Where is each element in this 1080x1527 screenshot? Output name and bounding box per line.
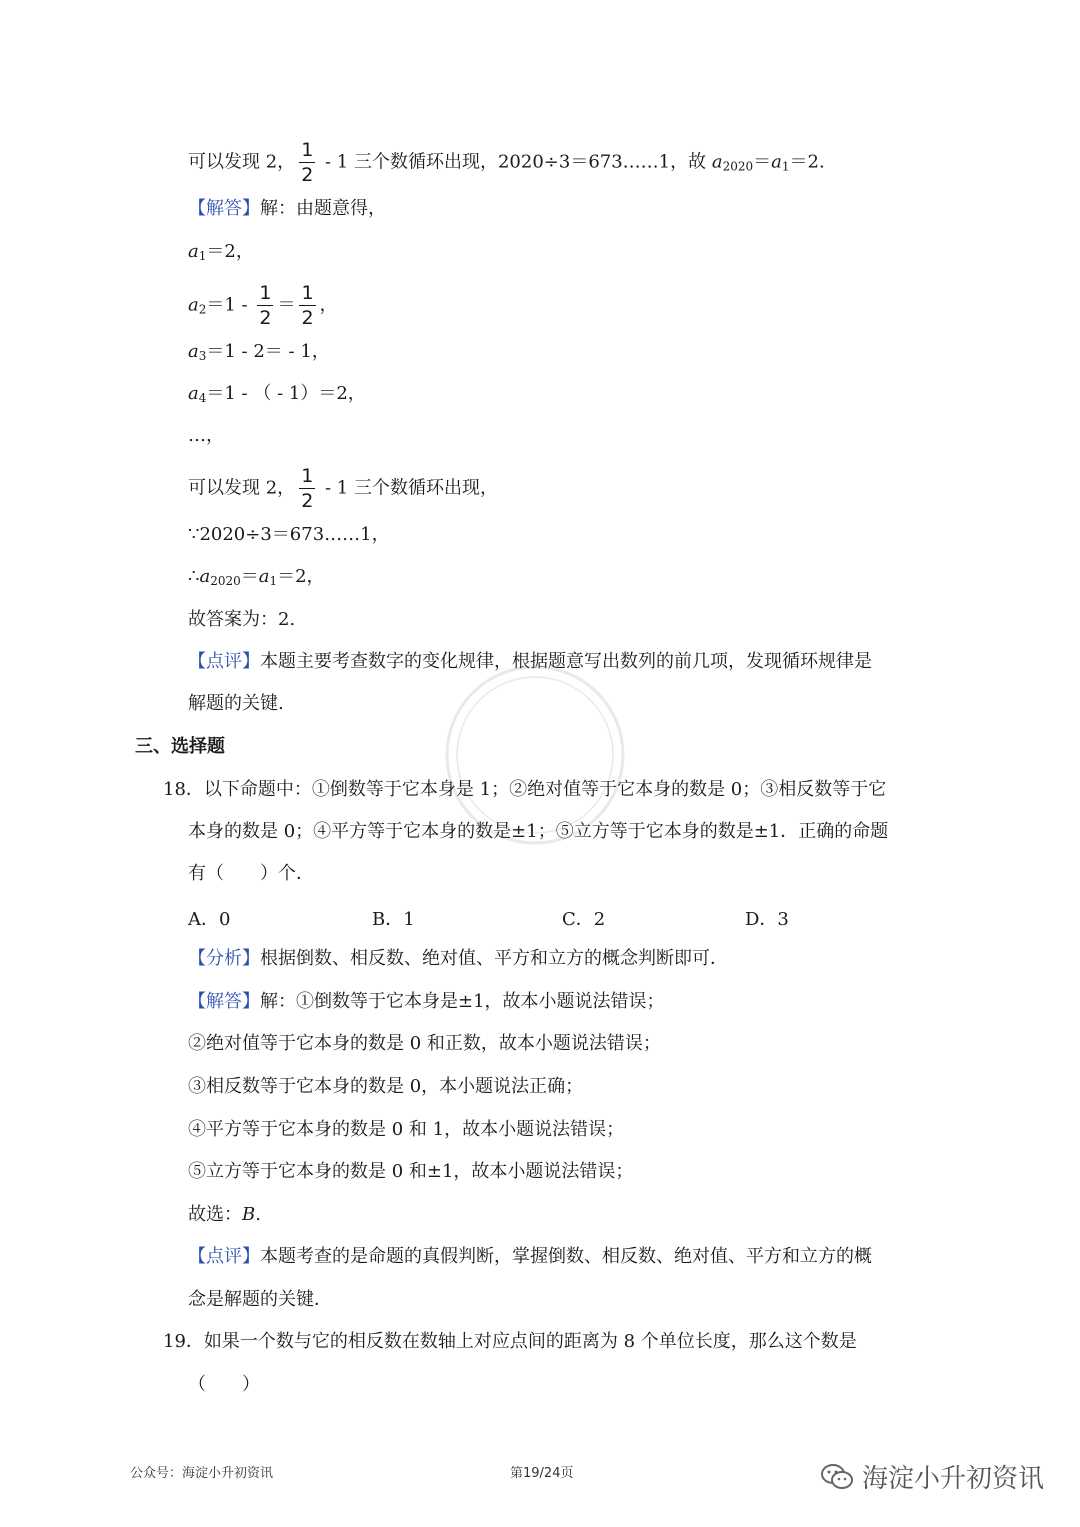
answer-line: 故答案为：2. [188,609,296,630]
footer-page-number: 第19/24页 [510,1466,574,1481]
fraction-half: $\frac{1}{2}$ [301,465,314,512]
watermark-seal [440,660,630,850]
comment-1-cont: 解题的关键. [188,693,284,714]
question-18-line2: 本身的数是 0；④平方等于它本身的数是±1；⑤立方等于它本身的数是±1．正确的命题 [188,821,889,842]
statement-5: ⑤立方等于它本身的数是 0 和±1，故本小题说法错误； [188,1161,634,1182]
text: 可以发现 2， [188,151,296,173]
equation-a1: $a_1=2$， [188,241,254,263]
fraction-half: $\frac{1}{2}$ [259,282,272,329]
comment-2: 【点评】本题考查的是命题的真假判断，掌握倒数、相反数、绝对值、平方和立方的概 [188,1246,872,1267]
analysis-line: 【分析】根据倒数、相反数、绝对值、平方和立方的概念判断即可． [188,948,728,969]
solution-tag: 【解答】 [188,198,260,219]
statement-4: ④平方等于它本身的数是 0 和 1，故本小题说法错误； [188,1119,625,1140]
question-19-line2: （ ） [188,1374,260,1395]
statement-3: ③相反数等于它本身的数是 0，本小题说法正确； [188,1076,584,1097]
question-18-line1: 18．以下命题中：①倒数等于它本身是 1；②绝对值等于它本身的数是 0；③相反数等于它 [163,779,887,800]
choice-line: 故选：B. [188,1204,261,1225]
therefore-line: $\therefore a_{2020}=a_1=2$， [188,566,325,588]
because-line: ∵2020÷3＝673……1， [188,524,390,545]
question-18-line3: 有（ ）个． [188,863,314,884]
option-a: A．0 [188,909,231,930]
comment-2-cont: 念是解题的关键． [188,1289,332,1310]
fraction-half: $\frac{1}{2}$ [301,139,314,186]
equation-a2: $a_2=1$ - $\frac{1}{2}$ ＝ $\frac{1}{2}$ ， [188,282,338,329]
option-b: B．1 [372,909,415,930]
section-heading: 三、选择题 [135,736,225,757]
analysis-tag: 【分析】 [188,948,260,969]
option-d: D．3 [745,909,789,930]
footer-account: 公众号：海淀小升初资讯 [130,1466,274,1481]
brand-name: 海淀小升初资讯 [862,1464,1045,1494]
text: - 1 三个数循环出现，2020÷3＝673……1，故 [319,151,712,173]
option-c: C．2 [562,909,606,930]
fraction-half: $\frac{1}{2}$ [301,282,314,329]
solution-tag: 【解答】 [188,991,260,1012]
brand-badge [820,1458,1044,1495]
line-cycle-found: 可以发现 2， $\frac{1}{2}$ - 1 三个数循环出现， [188,465,498,512]
solution-label [188,197,386,221]
comment-tag: 【点评】 [188,651,260,672]
equation-a4: $a_4=1$ - （ - 1）＝2， [188,383,366,405]
comment-1: 【点评】本题主要考查数字的变化规律，根据题意写出数列的前几项，发现循环规律是 [188,651,872,672]
solution-2: 【解答】解：①倒数等于它本身是±1，故本小题说法错误； [188,991,665,1012]
equation-a3: $a_3=1 - 2= - 1$， [188,341,330,363]
ellipsis-line: …， [188,425,224,446]
wechat-icon [820,1463,854,1491]
line-cycle-summary: 可以发现 2， $\frac{1}{2}$ - 1 三个数循环出现，2020÷3＝673……1，故 $a_{2020}=a_1=2$. [188,139,825,186]
comment-tag: 【点评】 [188,1246,260,1267]
statement-2: ②绝对值等于它本身的数是 0 和正数，故本小题说法错误； [188,1033,661,1054]
text: 解：由题意得， [260,198,386,219]
question-19-line1: 19．如果一个数与它的相反数在数轴上对应点间的距离为 8 个单位长度，那么这个数是 [163,1331,857,1352]
